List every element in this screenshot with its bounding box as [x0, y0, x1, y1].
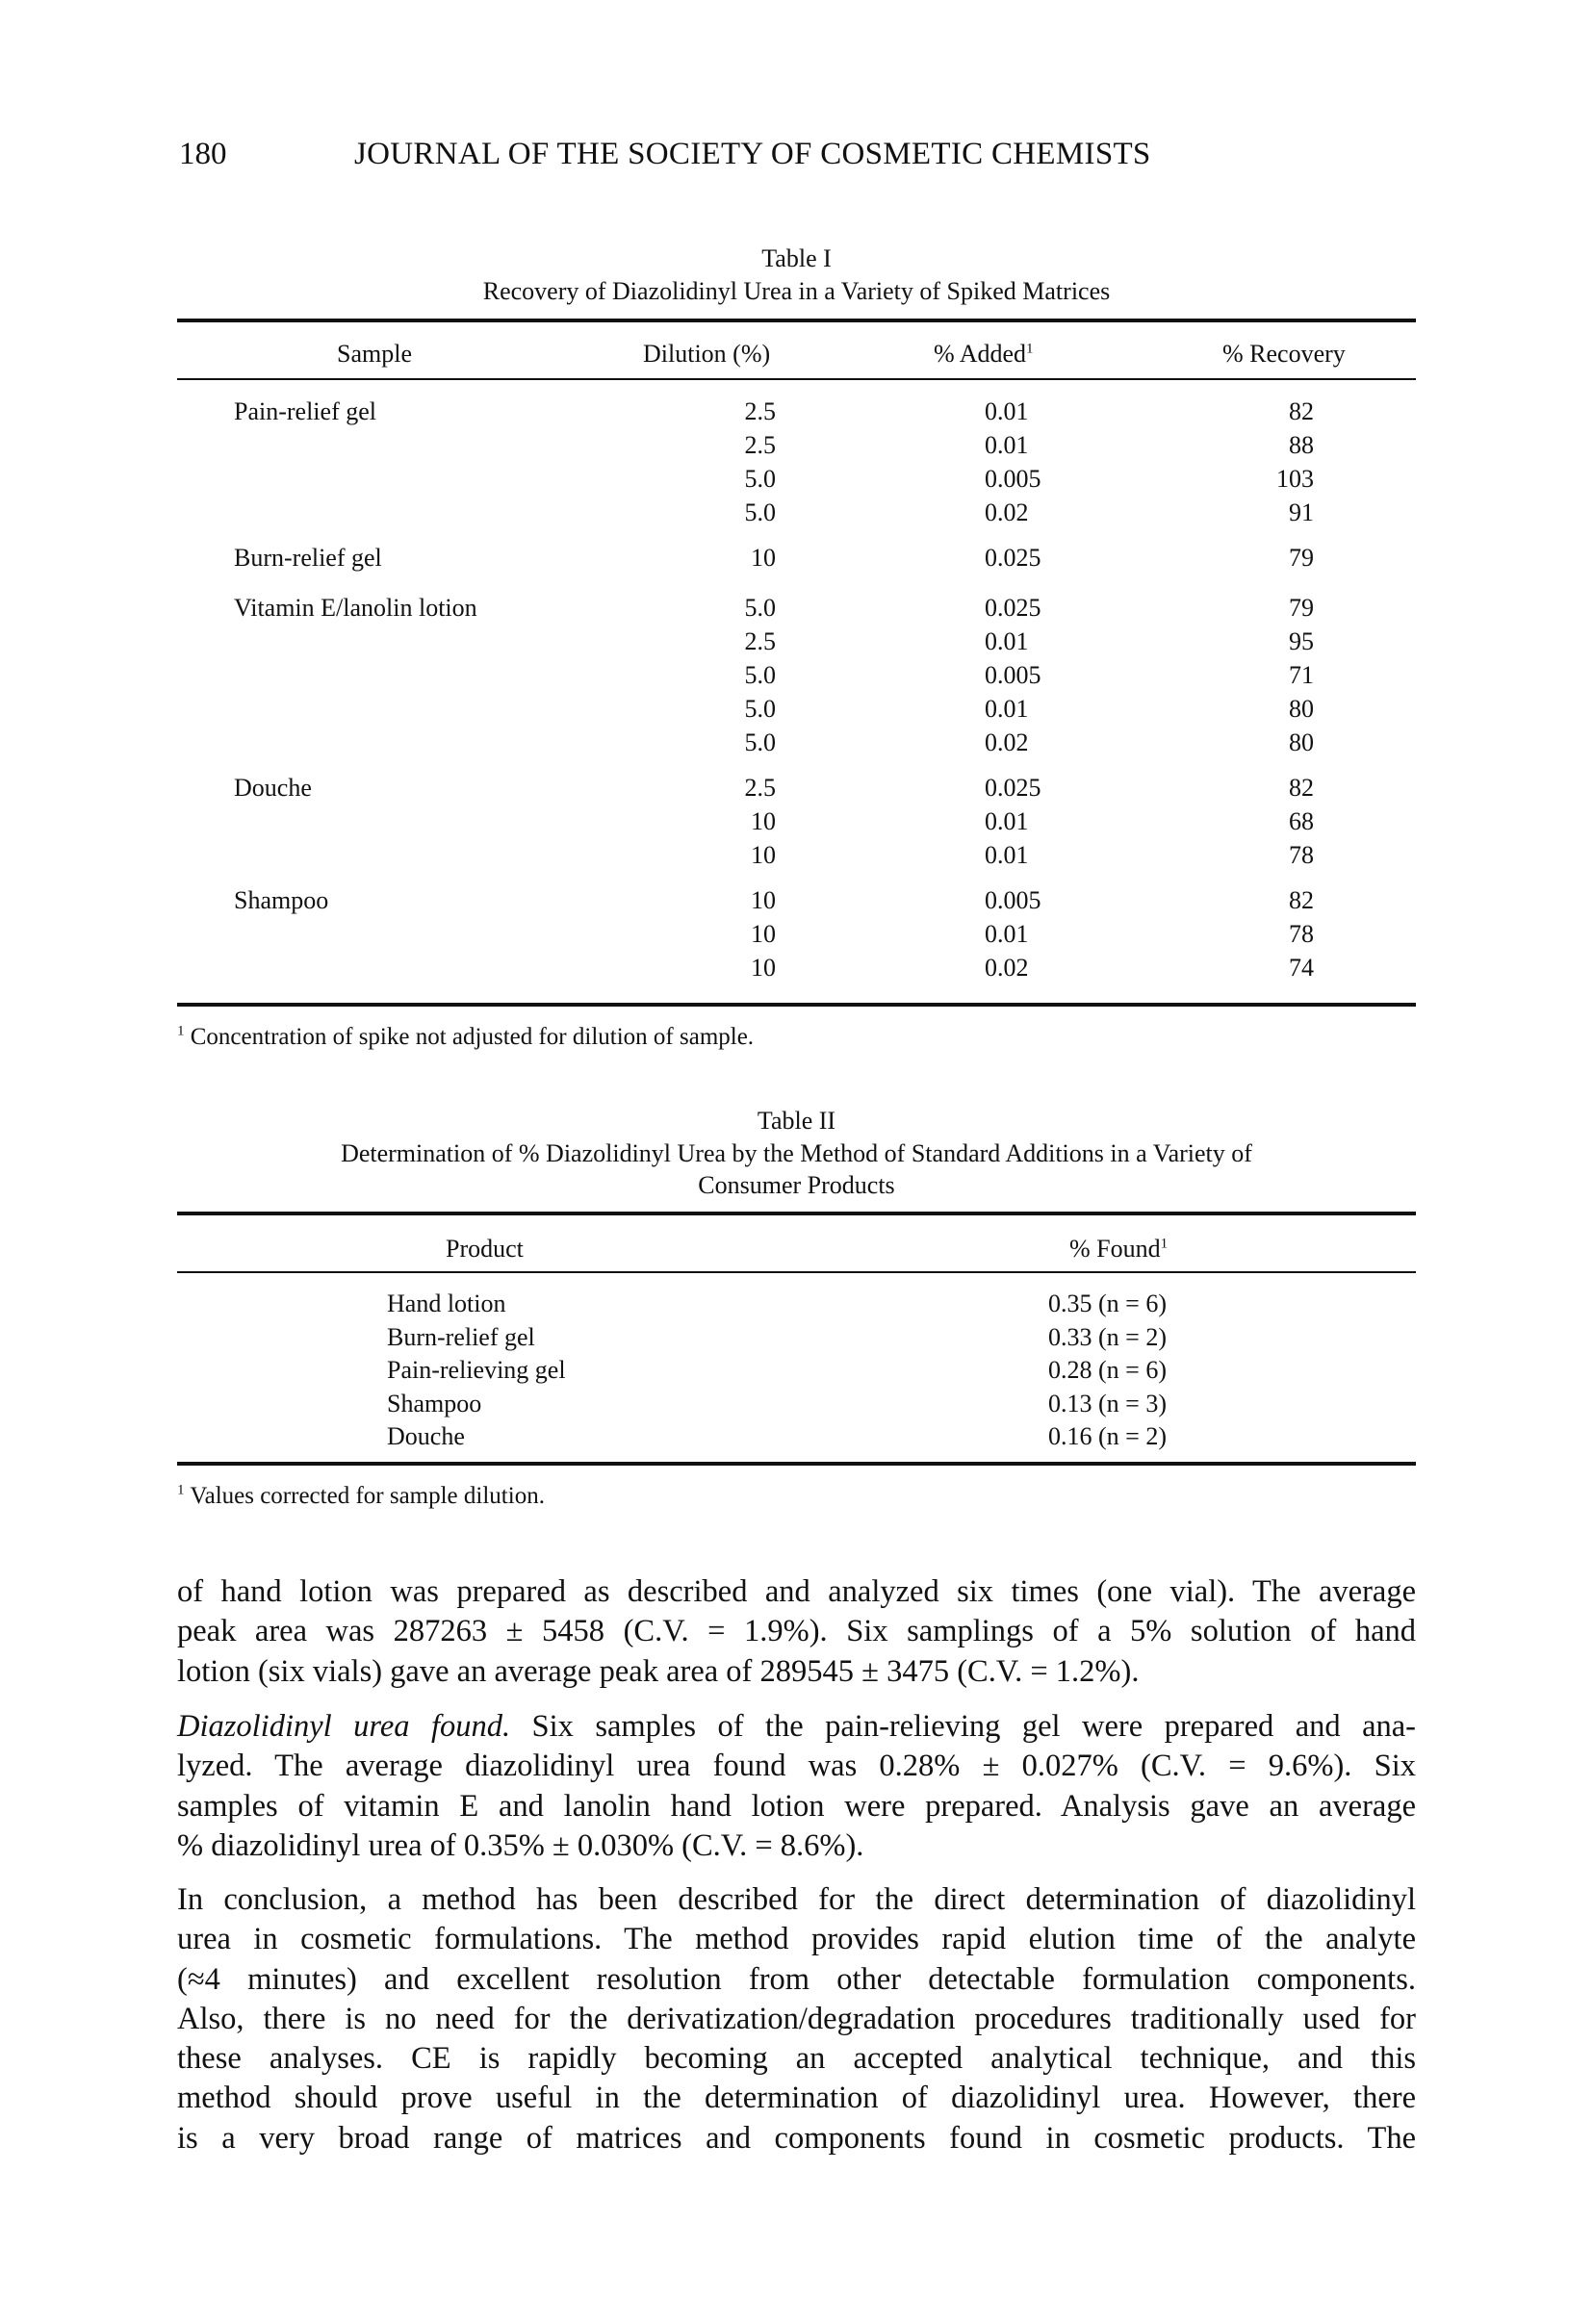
- text-line-rest: Six samples of the pain-relieving gel were prepared and ana-: [510, 1709, 1416, 1744]
- dilution-cell: 10: [751, 807, 776, 835]
- dilution-cell: 10: [751, 841, 776, 869]
- table-2-header-product: Product: [446, 1235, 524, 1263]
- recovery-cell: 80: [1289, 695, 1314, 723]
- text-line: lotion (six vials) gave an average peak area of 289545 ± 3475 (C.V. = 1.2%).: [177, 1653, 1140, 1689]
- table-1-header-dilution: Dilution (%): [643, 340, 771, 368]
- found-cell: 0.33 (n = 2): [1048, 1322, 1167, 1351]
- recovery-cell: 79: [1289, 544, 1314, 572]
- dilution-cell: 5.0: [744, 728, 776, 756]
- table-1-bottom-rule: [177, 1003, 1416, 1007]
- table-1-header-added: [934, 340, 1034, 369]
- dilution-cell: 10: [751, 544, 776, 572]
- added-cell: 0.02: [985, 728, 1029, 756]
- table-1-title: Recovery of Diazolidinyl Urea in a Variety of Spiked Matrices: [482, 277, 1111, 305]
- product-cell: Douche: [387, 1422, 465, 1450]
- journal-title: JOURNAL OF THE SOCIETY OF COSMETIC CHEMISTS: [354, 137, 1151, 171]
- table-1-footnote: [177, 1023, 754, 1052]
- text-line: method should prove useful in the determination of diazolidinyl urea. However, there: [177, 2081, 1416, 2116]
- product-cell: Hand lotion: [387, 1290, 506, 1317]
- text-line: Also, there is no need for the derivatization/degradation procedures traditionally used for: [177, 2001, 1416, 2036]
- table-2-header-found: [1069, 1235, 1168, 1264]
- added-cell: 0.025: [985, 544, 1041, 572]
- recovery-cell: 82: [1289, 397, 1314, 425]
- recovery-cell: 95: [1289, 627, 1314, 655]
- added-cell: 0.01: [985, 807, 1029, 835]
- recovery-cell: 91: [1289, 498, 1314, 526]
- recovery-cell: 79: [1289, 594, 1314, 622]
- added-cell: 0.005: [985, 661, 1041, 689]
- dilution-cell: 10: [751, 920, 776, 948]
- text-line: (≈4 minutes) and excellent resolution from other detectable formulation components.: [177, 1961, 1416, 1997]
- dilution-cell: 10: [751, 954, 776, 982]
- section-run-in-heading: Diazolidinyl urea found.: [177, 1709, 511, 1744]
- sample-cell: Burn-relief gel: [234, 544, 382, 572]
- added-cell: 0.005: [985, 465, 1041, 493]
- text-line: peak area was 287263 ± 5458 (C.V. = 1.9%). Six samplings of a 5% solution of hand: [177, 1614, 1416, 1649]
- found-cell: 0.28 (n = 6): [1048, 1356, 1167, 1384]
- sample-cell: Vitamin E/lanolin lotion: [234, 594, 477, 622]
- recovery-cell: 103: [1276, 465, 1314, 493]
- footnote-marker: 1: [1160, 1236, 1169, 1252]
- found-cell: 0.13 (n = 3): [1048, 1389, 1167, 1417]
- text-line: samples of vitamin E and lanolin hand lotion were prepared. Analysis gave an average: [177, 1788, 1416, 1824]
- dilution-cell: 2.5: [744, 774, 776, 802]
- added-cell: 0.02: [985, 954, 1029, 982]
- text-line: is a very broad range of matrices and components found in cosmetic products. The: [177, 2120, 1416, 2156]
- table-2-title-line-2: Consumer Products: [698, 1171, 895, 1199]
- dilution-cell: 10: [751, 886, 776, 914]
- recovery-cell: 82: [1289, 886, 1314, 914]
- recovery-cell: 74: [1289, 954, 1314, 982]
- text-line: In conclusion, a method has been described for the direct determination of diazolidinyl: [177, 1882, 1416, 1917]
- recovery-cell: 71: [1289, 661, 1314, 689]
- dilution-cell: 5.0: [744, 465, 776, 493]
- table-2-footnote-text: Values corrected for sample dilution.: [190, 1483, 545, 1509]
- table-2-bottom-rule: [177, 1462, 1416, 1466]
- table-1-footnote-text: Concentration of spike not adjusted for dilution of sample.: [190, 1024, 755, 1050]
- recovery-cell: 68: [1289, 807, 1314, 835]
- text-line: [177, 1707, 1416, 1747]
- table-1-header-recovery: % Recovery: [1222, 340, 1346, 368]
- table-2-top-rule: [177, 1212, 1416, 1215]
- text-line: of hand lotion was prepared as described and analyzed six times (one vial). The average: [177, 1574, 1416, 1609]
- added-cell: 0.01: [985, 397, 1029, 425]
- product-cell: Burn-relief gel: [387, 1322, 535, 1351]
- table-2-header-found-text: % Found: [1069, 1235, 1161, 1263]
- table-1-label: Table I: [761, 244, 832, 272]
- added-cell: 0.005: [985, 886, 1041, 914]
- added-cell: 0.01: [985, 841, 1029, 869]
- page-number: 180: [179, 137, 227, 171]
- added-cell: 0.025: [985, 774, 1041, 802]
- dilution-cell: 2.5: [744, 397, 776, 425]
- recovery-cell: 88: [1289, 431, 1314, 459]
- product-cell: Pain-relieving gel: [387, 1356, 566, 1384]
- recovery-cell: 78: [1289, 841, 1314, 869]
- found-cell: 0.35 (n = 6): [1048, 1290, 1167, 1317]
- text-line: urea in cosmetic formulations. The method provides rapid elution time of the analyte: [177, 1922, 1416, 1957]
- footnote-marker: 1: [1026, 341, 1034, 357]
- table-1-top-rule: [177, 319, 1416, 322]
- added-cell: 0.025: [985, 594, 1041, 622]
- dilution-cell: 2.5: [744, 431, 776, 459]
- dilution-cell: 5.0: [744, 695, 776, 723]
- found-cell: 0.16 (n = 2): [1048, 1422, 1167, 1450]
- paragraph-diazolidinyl-urea-found: [177, 1707, 1416, 1866]
- table-2-footnote: [177, 1482, 545, 1511]
- text-line: lyzed. The average diazolidinyl urea found was 0.28% ± 0.027% (C.V. = 9.6%). Six: [177, 1749, 1416, 1784]
- footnote-marker: 1: [177, 1482, 185, 1498]
- product-cell: Shampoo: [387, 1389, 482, 1417]
- paragraph-hand-lotion-precision: [177, 1572, 1416, 1692]
- added-cell: 0.01: [985, 920, 1029, 948]
- added-cell: 0.01: [985, 431, 1029, 459]
- table-2-header-rule: [177, 1271, 1416, 1273]
- dilution-cell: 5.0: [744, 498, 776, 526]
- dilution-cell: 5.0: [744, 594, 776, 622]
- table-2-title-line-1: Determination of % Diazolidinyl Urea by the Method of Standard Additions in a Variety of: [341, 1139, 1252, 1167]
- dilution-cell: 2.5: [744, 627, 776, 655]
- added-cell: 0.02: [985, 498, 1029, 526]
- sample-cell: Pain-relief gel: [234, 397, 376, 425]
- footnote-marker: 1: [177, 1023, 185, 1039]
- sample-cell: Douche: [234, 774, 312, 802]
- paragraph-conclusion: [177, 1880, 1416, 2158]
- table-1-header-sample: Sample: [337, 340, 412, 368]
- added-cell: 0.01: [985, 695, 1029, 723]
- recovery-cell: 82: [1289, 774, 1314, 802]
- added-cell: 0.01: [985, 627, 1029, 655]
- recovery-cell: 80: [1289, 728, 1314, 756]
- text-line: % diazolidinyl urea of 0.35% ± 0.030% (C.V. = 8.6%).: [177, 1827, 864, 1863]
- recovery-cell: 78: [1289, 920, 1314, 948]
- sample-cell: Shampoo: [234, 886, 329, 914]
- table-1-header-added-text: % Added: [934, 340, 1027, 368]
- table-2-label: Table II: [757, 1107, 836, 1135]
- dilution-cell: 5.0: [744, 661, 776, 689]
- table-1-header-rule: [177, 378, 1416, 380]
- text-line: these analyses. CE is rapidly becoming an accepted analytical technique, and this: [177, 2041, 1416, 2077]
